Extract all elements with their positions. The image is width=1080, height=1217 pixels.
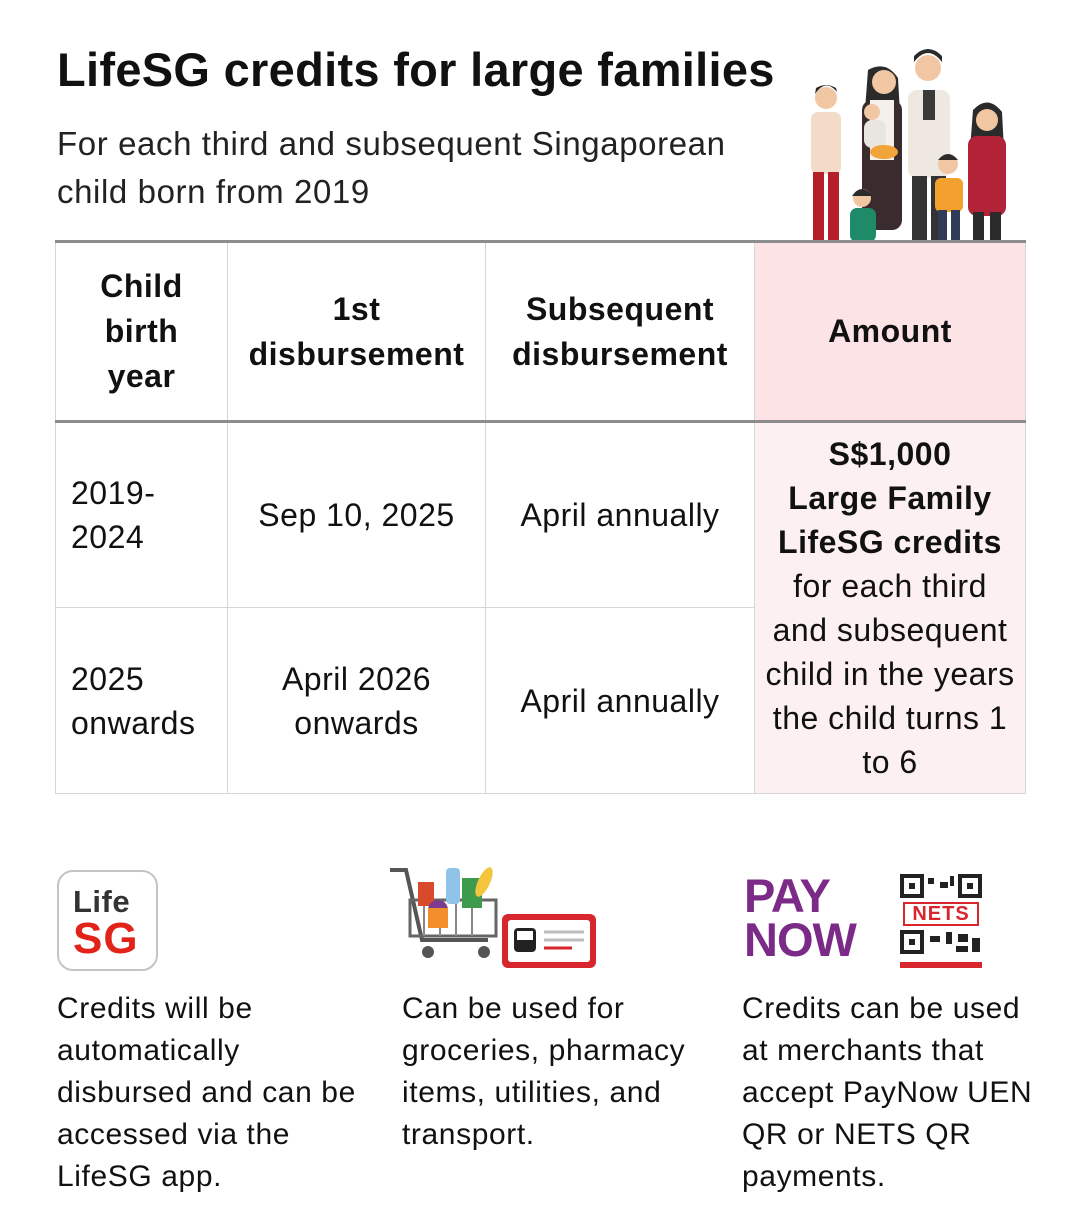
shopping-cart-icon xyxy=(388,860,608,980)
nets-qr-logo xyxy=(900,874,982,970)
table-header-row xyxy=(56,242,1026,422)
amount-credit-name: Large Family LifeSG credits xyxy=(778,480,1002,560)
merchants-caption: Credits can be used at merchants that accept PayNow UEN QR or NETS QR payments. xyxy=(742,992,1033,1193)
lifesg-logo-sg: SG xyxy=(73,914,139,963)
woman-right-figure xyxy=(968,102,1006,242)
row-birth-year: 2025 onwards xyxy=(56,608,228,794)
row-subsequent-disbursement: April annually xyxy=(486,608,755,794)
amount-cell xyxy=(755,422,1026,794)
nets-label: NETS xyxy=(903,902,979,926)
paynow-logo-pay: PAY xyxy=(744,869,830,922)
page-title: LifeSG credits for large families xyxy=(57,43,775,96)
man-left-figure xyxy=(811,85,841,242)
row-subsequent-disbursement: April annually xyxy=(486,422,755,608)
usage-caption: Can be used for groceries, pharmacy items, utilities, and transport. xyxy=(402,992,686,1151)
boy-figure xyxy=(935,154,963,242)
row-first-disbursement: Sep 10, 2025 xyxy=(228,422,486,608)
lifesg-logo xyxy=(57,870,158,971)
amount-detail: for each third and subsequent child in the years the child turns 1 to 6 xyxy=(765,568,1015,780)
header-amount: Amount xyxy=(755,242,1026,422)
page-subtitle: For each third and subsequent Singaporean child born from 2019 xyxy=(57,125,726,210)
paynow-logo xyxy=(744,869,894,974)
header-birth-year: Child birth year xyxy=(56,242,228,422)
paynow-logo-now: NOW xyxy=(744,913,856,966)
lifesg-section xyxy=(57,860,357,1193)
usage-section xyxy=(402,860,722,1151)
header-subsequent-disbursement: Subsequent disbursement xyxy=(486,242,755,422)
lifesg-caption: Credits will be automatically disbursed and can be accessed via the LifeSG app. xyxy=(57,992,356,1193)
row-birth-year: 2019-2024 xyxy=(56,422,228,608)
nets-red-bar xyxy=(900,962,982,968)
table-row xyxy=(56,422,1026,608)
header-first-disbursement: 1st disbursement xyxy=(228,242,486,422)
merchants-section xyxy=(742,860,1042,1193)
amount-value: S$1,000 xyxy=(828,436,952,472)
family-illustration xyxy=(778,40,1028,245)
row-first-disbursement: April 2026 onwards xyxy=(228,608,486,794)
lifesg-logo-life: Life xyxy=(73,884,131,919)
credits-table xyxy=(55,240,1026,794)
